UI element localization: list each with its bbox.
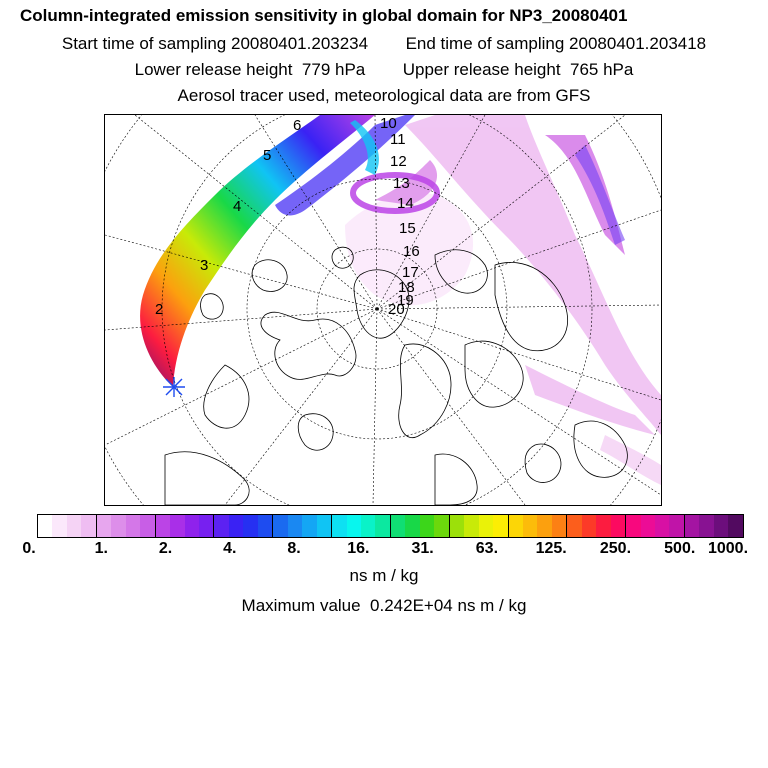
colorbar-cell (347, 515, 361, 537)
colorbar-cell (669, 515, 683, 537)
day-label-3: 3 (200, 257, 209, 274)
tracer-note: Aerosol tracer used, meteorological data are from GFS (177, 86, 591, 105)
colorbar-cell (243, 515, 257, 537)
colorbar-cell (361, 515, 375, 537)
end-time-value: 20080401.203418 (569, 34, 707, 53)
release-heights (0, 60, 768, 80)
colorbar-tick-label: 0. (22, 540, 36, 557)
maximum-value-label: Maximum value (241, 596, 361, 615)
colorbar-tick-label: 125. (535, 540, 567, 557)
day-label-4: 4 (233, 198, 242, 215)
colorbar-cell (566, 515, 581, 537)
colorbar-cell (523, 515, 537, 537)
colorbar-tick-label: 1. (94, 540, 108, 557)
colorbar-cell (185, 515, 199, 537)
maximum-value (0, 596, 768, 616)
polar-map (104, 114, 662, 506)
colorbar-cell (405, 515, 419, 537)
colorbar (37, 514, 744, 538)
colorbar-cell (331, 515, 346, 537)
day-label-19: 19 (397, 292, 414, 309)
end-time-label: End time of sampling (405, 34, 565, 53)
colorbar-cell (537, 515, 551, 537)
colorbar-ticks (0, 540, 768, 560)
colorbar-cell (213, 515, 228, 537)
colorbar-cell (641, 515, 655, 537)
colorbar-cell (170, 515, 184, 537)
colorbar-cell (728, 515, 742, 537)
colorbar-tick-label: 250. (599, 540, 632, 557)
day-label-13: 13 (393, 175, 410, 192)
colorbar-tick-label: 63. (475, 540, 499, 557)
colorbar-cell (96, 515, 111, 537)
colorbar-cell (375, 515, 389, 537)
colorbar-cell (449, 515, 464, 537)
start-time-label: Start time of sampling (61, 34, 227, 53)
colorbar-cell (67, 515, 81, 537)
colorbar-cell (611, 515, 625, 537)
maximum-value-number: 0.242E+04 ns m / kg (370, 596, 527, 615)
colorbar-cell (714, 515, 728, 537)
colorbar-cell (140, 515, 154, 537)
day-label-14: 14 (397, 195, 414, 212)
colorbar-cell (155, 515, 170, 537)
colorbar-tick-label: 2. (158, 540, 173, 557)
day-label-10: 10 (380, 115, 397, 132)
day-label-15: 15 (399, 220, 416, 237)
colorbar-cell (258, 515, 272, 537)
colorbar-cell (479, 515, 493, 537)
colorbar-cell (655, 515, 669, 537)
day-label-11: 11 (390, 131, 406, 148)
colorbar-tick-label: 4. (223, 540, 237, 557)
colorbar-unit: ns m / kg (349, 566, 419, 585)
colorbar-cell (390, 515, 405, 537)
day-label-6: 6 (293, 117, 302, 134)
upper-height-value: 765 hPa (570, 60, 634, 79)
day-label-2: 2 (155, 301, 164, 318)
colorbar-cell (434, 515, 448, 537)
colorbar-cell (229, 515, 243, 537)
colorbar-cell (508, 515, 523, 537)
colorbar-cell (126, 515, 140, 537)
colorbar-cell (199, 515, 213, 537)
day-label-5: 5 (263, 147, 272, 164)
day-label-12: 12 (390, 153, 407, 170)
colorbar-tick-label: 1000. (707, 540, 749, 557)
lower-height-value: 779 hPa (301, 60, 366, 79)
plot-title: Column-integrated emission sensitivity in global domain for NP3_20080401 (20, 6, 628, 25)
colorbar-cell (38, 515, 52, 537)
colorbar-cell (625, 515, 640, 537)
colorbar-cell (288, 515, 302, 537)
colorbar-tick-label: 8. (287, 540, 301, 557)
lower-height-label: Lower release height (134, 60, 293, 79)
release-marker (163, 377, 185, 397)
colorbar-cell (272, 515, 287, 537)
colorbar-cell (493, 515, 507, 537)
start-time-value: 20080401.203234 (231, 34, 369, 53)
sampling-times (0, 34, 768, 54)
day-label-20: 20 (388, 301, 405, 318)
day-label-18: 18 (398, 279, 415, 296)
colorbar-tick-label: 31. (411, 540, 434, 557)
colorbar-cell (302, 515, 316, 537)
colorbar-tick-label: 16. (347, 540, 370, 557)
colorbar-cell (52, 515, 66, 537)
colorbar-cell (684, 515, 699, 537)
colorbar-cell (81, 515, 95, 537)
colorbar-cell (317, 515, 331, 537)
colorbar-cell (699, 515, 713, 537)
day-label-16: 16 (403, 243, 420, 260)
colorbar-cell (596, 515, 610, 537)
colorbar-cell (582, 515, 596, 537)
colorbar-cell (464, 515, 478, 537)
colorbar-cell (420, 515, 434, 537)
map-canvas (105, 115, 661, 505)
colorbar-cell (552, 515, 566, 537)
colorbar-cell (111, 515, 125, 537)
day-label-17: 17 (402, 264, 419, 281)
colorbar-tick-label: 500. (664, 540, 696, 557)
upper-height-label: Upper release height (402, 60, 561, 79)
